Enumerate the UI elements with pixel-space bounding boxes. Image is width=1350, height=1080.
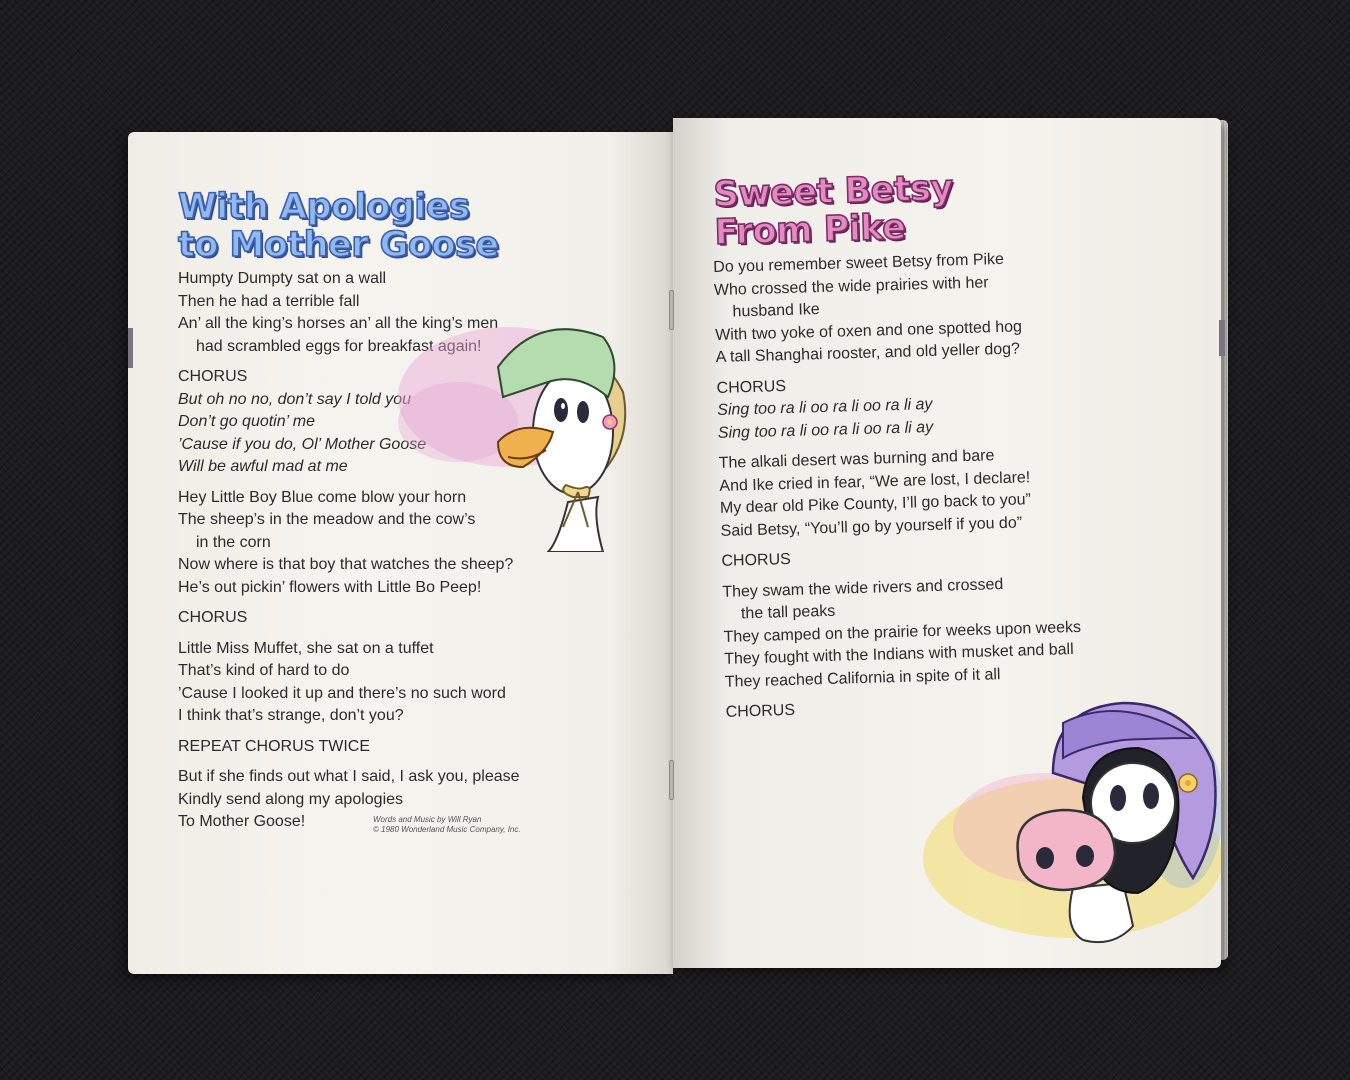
lyric-line: Sing too ra li oo ra li oo ra li ay bbox=[717, 395, 933, 419]
right-title-line-2: From Pike bbox=[714, 207, 906, 253]
credits-line-2: © 1980 Wonderland Music Company, Inc. bbox=[373, 825, 521, 834]
staple-bottom bbox=[669, 760, 674, 800]
stanza-gap bbox=[178, 630, 558, 638]
chorus-label: CHORUS bbox=[178, 609, 248, 626]
lyric-line: ’Cause I looked it up and there’s no such word bbox=[178, 684, 506, 702]
mother-goose-illustration bbox=[398, 302, 638, 552]
left-title-line-2: to Mother Goose bbox=[178, 225, 499, 265]
lyric-line: Who crossed the wide prairies with her bbox=[713, 273, 989, 299]
lyric-line: husband Ike bbox=[732, 301, 820, 321]
lyric-line: Little Miss Muffet, she sat on a tuffet bbox=[178, 639, 434, 657]
lyric-line: Said Betsy, “You’ll go by yourself if you do” bbox=[720, 513, 1023, 540]
lyric-line: Don’t go quotin’ me bbox=[178, 413, 315, 430]
right-title-line-1: Sweet Betsy bbox=[712, 168, 954, 215]
lyric-line: To Mother Goose! bbox=[178, 813, 306, 830]
lyric-line: ’Cause if you do, Ol’ Mother Goose bbox=[178, 435, 427, 453]
lyric-line: Kindly send along my apologies bbox=[178, 790, 404, 808]
stanza-gap bbox=[178, 599, 558, 607]
credits-line-1: Words and Music by Will Ryan bbox=[373, 815, 482, 824]
left-page bbox=[128, 132, 673, 974]
lyric-line: An’ all the king’s horses an’ all the king’s men bbox=[178, 315, 499, 332]
chorus-label: CHORUS bbox=[721, 550, 792, 570]
left-title-line-1: With Apologies bbox=[178, 187, 470, 227]
lyric-line: Now where is that boy that watches the sheep? bbox=[178, 556, 514, 573]
lyric-line: The sheep’s in the meadow and the cow’s bbox=[178, 511, 476, 528]
stanza-gap bbox=[178, 758, 558, 766]
chorus-label: CHORUS bbox=[716, 377, 787, 397]
lyric-line: in the corn bbox=[196, 533, 271, 551]
lyric-line: A tall Shanghai rooster, and old yeller dog? bbox=[715, 340, 1021, 366]
lyric-line: Humpty Dumpty sat on a wall bbox=[178, 270, 387, 287]
lyric-line: the tall peaks bbox=[740, 602, 836, 623]
lyric-line: They fought with the Indians with musket and ball bbox=[724, 641, 1074, 668]
lyric-line: He’s out pickin’ flowers with Little Bo Peep! bbox=[178, 578, 482, 596]
lyric-line: Hey Little Boy Blue come blow your horn bbox=[178, 488, 467, 506]
stanza-gap bbox=[178, 728, 558, 736]
left-page-title bbox=[178, 188, 499, 264]
lyric-line: had scrambled eggs for breakfast again! bbox=[196, 337, 482, 355]
lyric-line: But if she finds out what I said, I ask you, please bbox=[178, 768, 520, 785]
lyric-line: They camped on the prairie for weeks upon weeks bbox=[723, 618, 1082, 646]
lyric-line: I think that’s strange, don’t you? bbox=[178, 707, 404, 724]
lyric-line: Then he had a terrible fall bbox=[178, 292, 360, 310]
booklet bbox=[128, 118, 1228, 980]
chorus-label: REPEAT CHORUS TWICE bbox=[178, 737, 371, 755]
chorus-label: CHORUS bbox=[178, 368, 248, 385]
lyric-line: The alkali desert was burning and bare bbox=[718, 447, 995, 472]
staple-top bbox=[669, 290, 674, 330]
right-tab-marker bbox=[1219, 320, 1225, 356]
lyric-line: My dear old Pike County, I’ll go back to you” bbox=[719, 491, 1032, 517]
lyric-line: Sing too ra li oo ra li oo ra li ay bbox=[717, 418, 934, 442]
song-credits bbox=[373, 815, 521, 835]
lyric-line: Do you remember sweet Betsy from Pike bbox=[713, 250, 1005, 276]
right-lyrics bbox=[713, 246, 1126, 724]
right-page-title bbox=[713, 169, 954, 252]
lyric-line: And Ike cried in fear, “We are lost, I declare! bbox=[719, 468, 1031, 495]
lyric-line: But oh no no, don’t say I told you bbox=[178, 390, 412, 408]
betsy-cow-illustration bbox=[923, 678, 1221, 958]
lyric-line: Will be awful mad at me bbox=[178, 458, 348, 475]
lyric-line: They reached California in spite of it all bbox=[724, 665, 1001, 691]
lyric-line: They swam the wide rivers and crossed bbox=[722, 575, 1004, 601]
right-page bbox=[673, 118, 1221, 968]
left-tab-marker bbox=[128, 328, 133, 368]
lyric-line: With two yoke of oxen and one spotted hog bbox=[714, 317, 1023, 344]
lyric-line: That’s kind of hard to do bbox=[178, 662, 350, 679]
chorus-label: CHORUS bbox=[725, 701, 796, 721]
